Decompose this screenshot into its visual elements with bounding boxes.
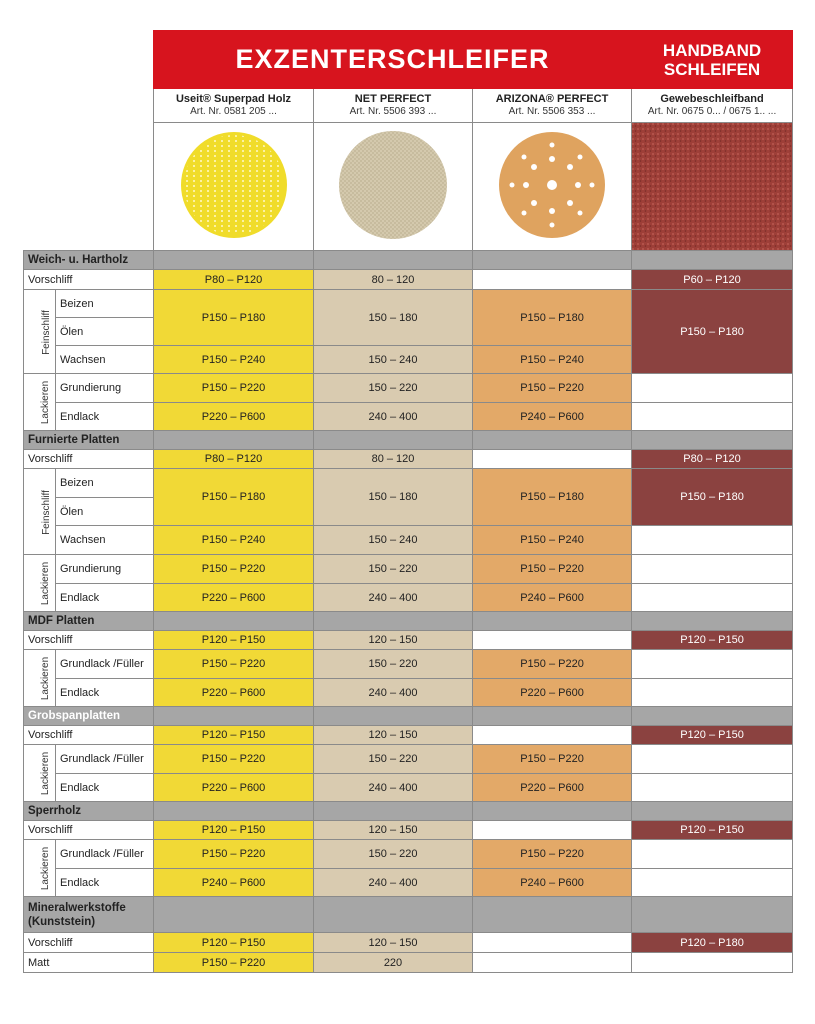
abrasive-selection-table <box>23 30 793 973</box>
row-label-vorschliff: Vorschliff <box>24 726 154 745</box>
row-label-vorschliff: Vorschliff <box>24 270 154 290</box>
gewebe-band-icon <box>632 123 792 250</box>
cell-net: 150 – 220 <box>314 555 473 584</box>
cell-useit: P220 – P600 <box>154 679 314 707</box>
cell-gewebe <box>632 650 793 679</box>
group-label-lackieren: Lackieren <box>24 374 56 431</box>
cell-net: 150 – 180 <box>314 290 473 346</box>
cell-arizona: P150 – P220 <box>473 650 632 679</box>
row-label-vorschliff: Vorschliff <box>24 631 154 650</box>
cell-net: 150 – 220 <box>314 840 473 869</box>
cell-gewebe: P150 – P180 <box>632 469 793 526</box>
cell-net: 150 – 220 <box>314 650 473 679</box>
cell-net: 120 – 150 <box>314 933 473 953</box>
cell-gewebe: P80 – P120 <box>632 450 793 469</box>
cell-net: 240 – 400 <box>314 584 473 612</box>
cell-useit: P150 – P220 <box>154 555 314 584</box>
row-label-endlack: Endlack <box>56 584 154 612</box>
row-label-grundlack: Grundlack /Füller <box>56 650 154 679</box>
row-label-beizen: Beizen <box>56 290 154 318</box>
group-label-lackieren: Lackieren <box>24 650 56 707</box>
row-label-endlack: Endlack <box>56 869 154 897</box>
cell-arizona: P240 – P600 <box>473 869 632 897</box>
cell-gewebe <box>632 584 793 612</box>
cell-arizona: P150 – P220 <box>473 745 632 774</box>
cell-arizona: P150 – P240 <box>473 526 632 555</box>
cell-net: 80 – 120 <box>314 450 473 469</box>
cell-gewebe <box>632 840 793 869</box>
useit-disc-image <box>154 123 314 251</box>
cell-arizona <box>473 933 632 953</box>
row-label-vorschliff: Vorschliff <box>24 450 154 469</box>
cell-net: 240 – 400 <box>314 403 473 431</box>
cell-net: 120 – 150 <box>314 726 473 745</box>
cell-useit: P220 – P600 <box>154 403 314 431</box>
cell-gewebe <box>632 745 793 774</box>
product-header-net-perfect: NET PERFECT Art. Nr. 5506 393 ... <box>314 89 473 123</box>
row-label-grundierung: Grundierung <box>56 555 154 584</box>
cell-useit: P240 – P600 <box>154 869 314 897</box>
cell-useit: P120 – P150 <box>154 821 314 840</box>
group-label-feinschliff: Feinschliff <box>24 290 56 374</box>
cell-useit: P80 – P120 <box>154 450 314 469</box>
row-label-beizen: Beizen <box>56 469 154 498</box>
cell-gewebe <box>632 679 793 707</box>
cell-useit: P150 – P240 <box>154 526 314 555</box>
cell-useit: P150 – P220 <box>154 840 314 869</box>
cell-useit: P80 – P120 <box>154 270 314 290</box>
cell-arizona: P240 – P600 <box>473 584 632 612</box>
cell-gewebe <box>632 869 793 897</box>
cell-useit: P150 – P220 <box>154 745 314 774</box>
row-label-oelen: Ölen <box>56 318 154 346</box>
cell-net: 150 – 180 <box>314 469 473 526</box>
product-header-arizona: ARIZONA® PERFECT Art. Nr. 5506 353 ... <box>473 89 632 123</box>
cell-gewebe <box>632 526 793 555</box>
exzenterschleifer-banner: EXZENTERSCHLEIFER <box>154 31 632 89</box>
row-label-wachsen: Wachsen <box>56 346 154 374</box>
cell-gewebe <box>632 774 793 802</box>
cell-net: 120 – 150 <box>314 821 473 840</box>
cell-useit: P150 – P240 <box>154 346 314 374</box>
cell-arizona: P220 – P600 <box>473 679 632 707</box>
group-label-lackieren: Lackieren <box>24 745 56 802</box>
row-label-grundlack: Grundlack /Füller <box>56 745 154 774</box>
corner-blank <box>24 31 154 89</box>
row-label-grundlack: Grundlack /Füller <box>56 840 154 869</box>
cell-arizona: P150 – P180 <box>473 469 632 526</box>
cell-arizona: P150 – P220 <box>473 374 632 403</box>
useit-disc-icon <box>178 129 290 241</box>
cell-arizona <box>473 631 632 650</box>
row-label-endlack: Endlack <box>56 679 154 707</box>
cell-gewebe <box>632 403 793 431</box>
cell-useit: P120 – P150 <box>154 726 314 745</box>
cell-net: 150 – 220 <box>314 374 473 403</box>
handbandschleifen-banner: HANDBAND SCHLEIFEN <box>632 31 793 89</box>
cell-net: 240 – 400 <box>314 679 473 707</box>
arizona-disc-icon <box>496 129 608 241</box>
section-title-mdf: MDF Platten <box>24 612 154 631</box>
section-title-mineral: Mineralwerkstoffe (Kunststein) <box>24 897 154 933</box>
section-title-furnier: Furnierte Platten <box>24 431 154 450</box>
row-label-vorschliff: Vorschliff <box>24 933 154 953</box>
cell-arizona: P150 – P220 <box>473 840 632 869</box>
row-label-grundierung: Grundierung <box>56 374 154 403</box>
group-label-lackieren: Lackieren <box>24 555 56 612</box>
cell-useit: P150 – P220 <box>154 374 314 403</box>
cell-net: 150 – 220 <box>314 745 473 774</box>
row-label-matt: Matt <box>24 953 154 973</box>
cell-gewebe: P150 – P180 <box>632 290 793 374</box>
cell-net: 80 – 120 <box>314 270 473 290</box>
cell-arizona: P240 – P600 <box>473 403 632 431</box>
cell-arizona: P150 – P240 <box>473 346 632 374</box>
row-label-vorschliff: Vorschliff <box>24 821 154 840</box>
cell-arizona <box>473 270 632 290</box>
cell-arizona <box>473 821 632 840</box>
cell-useit: P120 – P150 <box>154 933 314 953</box>
net-perfect-disc-icon <box>337 129 449 241</box>
cell-net: 240 – 400 <box>314 774 473 802</box>
section-title-holz: Weich- u. Hartholz <box>24 251 154 270</box>
cell-useit: P150 – P220 <box>154 650 314 679</box>
row-label-endlack: Endlack <box>56 774 154 802</box>
cell-net: 220 <box>314 953 473 973</box>
cell-arizona: P150 – P180 <box>473 290 632 346</box>
cell-useit: P220 – P600 <box>154 584 314 612</box>
cell-gewebe <box>632 374 793 403</box>
cell-net: 150 – 240 <box>314 346 473 374</box>
cell-gewebe <box>632 555 793 584</box>
gewebe-band-image <box>632 123 793 251</box>
row-label-wachsen: Wachsen <box>56 526 154 555</box>
cell-arizona <box>473 450 632 469</box>
cell-gewebe: P60 – P120 <box>632 270 793 290</box>
cell-arizona <box>473 726 632 745</box>
arizona-disc-image <box>473 123 632 251</box>
product-header-gewebe: Gewebeschleifband Art. Nr. 0675 0... / 0675 1.. ... <box>632 89 793 123</box>
cell-useit: P150 – P180 <box>154 290 314 346</box>
row-label-endlack: Endlack <box>56 403 154 431</box>
row-label-oelen: Ölen <box>56 498 154 526</box>
product-header-useit: Useit® Superpad Holz Art. Nr. 0581 205 ... <box>154 89 314 123</box>
cell-gewebe: P120 – P150 <box>632 726 793 745</box>
cell-arizona: P220 – P600 <box>473 774 632 802</box>
cell-useit: P120 – P150 <box>154 631 314 650</box>
cell-useit: P150 – P220 <box>154 953 314 973</box>
cell-gewebe: P120 – P150 <box>632 821 793 840</box>
cell-net: 240 – 400 <box>314 869 473 897</box>
cell-arizona <box>473 953 632 973</box>
section-title-grobspan: Grobspanplatten <box>24 707 154 726</box>
cell-gewebe <box>632 953 793 973</box>
section-title-sperrholz: Sperrholz <box>24 802 154 821</box>
cell-useit: P150 – P180 <box>154 469 314 526</box>
group-label-feinschliff: Feinschliff <box>24 469 56 555</box>
cell-net: 120 – 150 <box>314 631 473 650</box>
net-perfect-disc-image <box>314 123 473 251</box>
cell-gewebe: P120 – P150 <box>632 631 793 650</box>
group-label-lackieren: Lackieren <box>24 840 56 897</box>
cell-net: 150 – 240 <box>314 526 473 555</box>
cell-useit: P220 – P600 <box>154 774 314 802</box>
cell-arizona: P150 – P220 <box>473 555 632 584</box>
cell-gewebe: P120 – P180 <box>632 933 793 953</box>
